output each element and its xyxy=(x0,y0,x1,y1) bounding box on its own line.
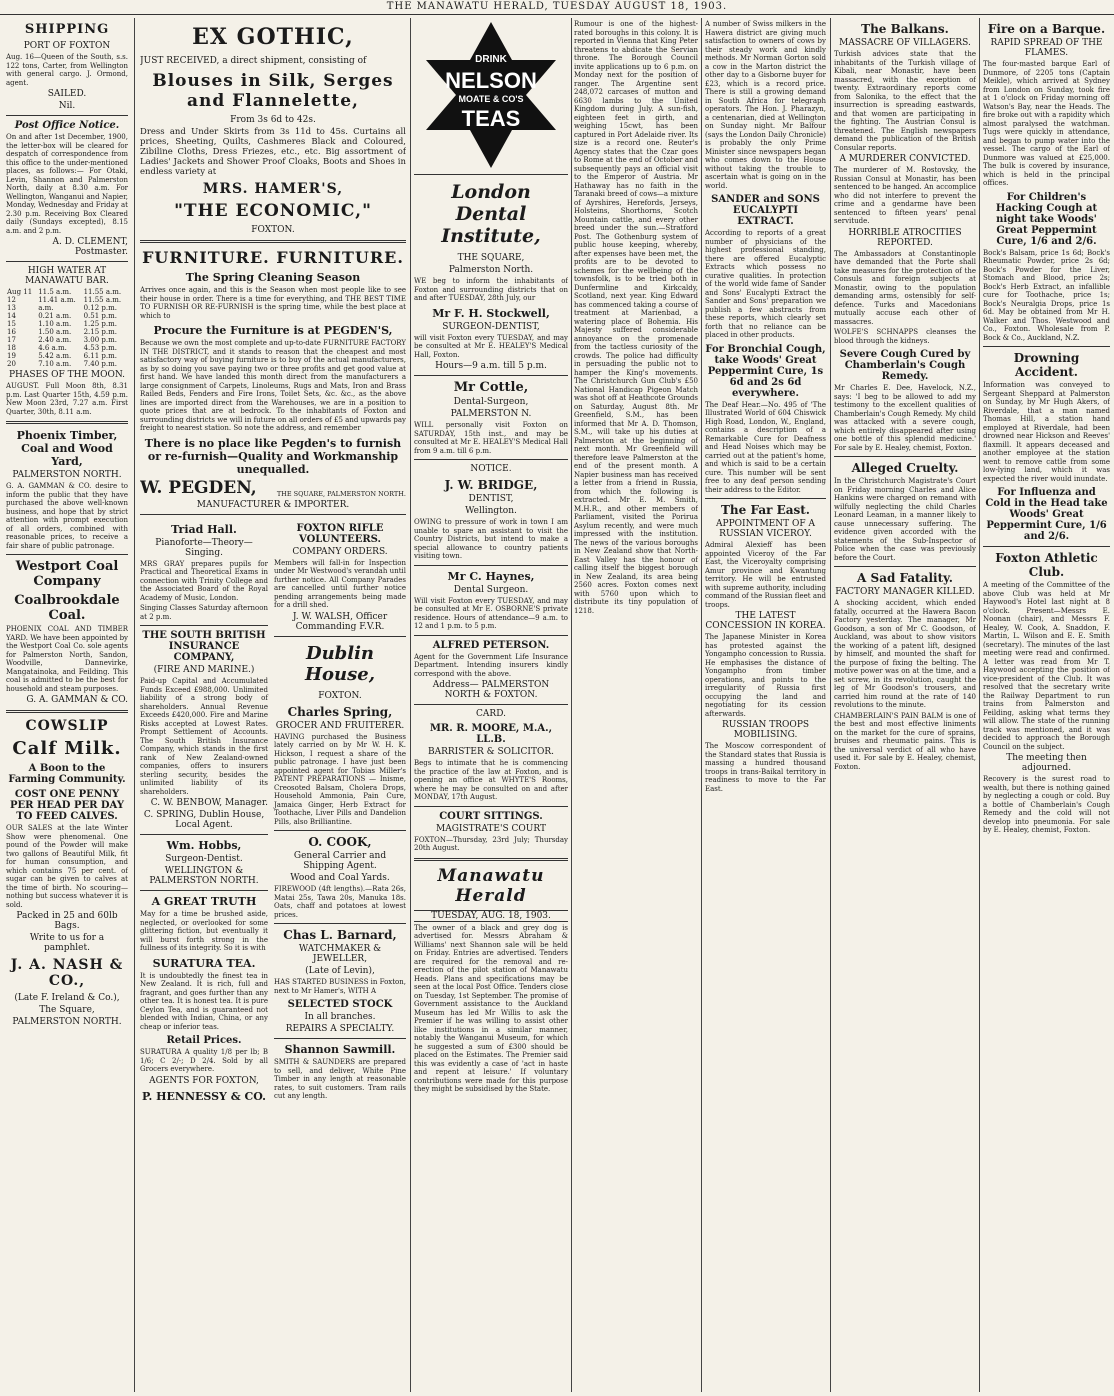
cottle-role: Dental-Surgeon, xyxy=(453,397,529,407)
haynes-role: Dental Surgeon. xyxy=(453,584,529,595)
postmaster-signature: A. D. CLEMENT, Postmaster. xyxy=(52,237,128,257)
divider xyxy=(414,174,568,175)
cowslip-title: COWSLIP xyxy=(25,718,109,734)
herald-nameplate: Manawatu Herald xyxy=(437,865,545,906)
sander-text: According to reports of a great number of physicians of the highest professional standing, there are offered Eucalyptic Extracts which possess no curative qualities. In protection of the world wide fame of Sander and Sons' Eucalypti Extract the Sander and Sons' preparation we publish a few abstracts from these reports, which clearly set forth that no reliance can be placed in other products. xyxy=(705,229,826,339)
fire-text: The four-masted barque Earl of Dunmore, of 2205 tons (Captain Meikle), which arrived at Sydney from London on Sunday, took fire at 1 o'clock on Friday morning off Watson's Bay, near the Heads. The fire broke out with a rapidity which almost paralysed the watchman. Tugs were quickly in attendance, and began to pump water into the vessel. The cargo of the Earl of Dunmore was valued at £25,000. The bulk is covered by insurance, which is held in the principal offices. xyxy=(983,60,1110,187)
severe-heading: Severe Cough Cured by Chamberlain's Cough Remedy. xyxy=(839,349,971,382)
adjourned-text: The meeting then adjourned. xyxy=(1006,753,1087,773)
tide-cell: Aug 11 xyxy=(7,288,33,296)
tide-cell: 17 xyxy=(7,336,16,344)
hobbs-place: WELLINGTON & PALMERSTON NORTH. xyxy=(149,866,259,886)
shannon-title: Shannon Sawmill. xyxy=(284,1043,396,1056)
tide-row xyxy=(6,312,128,320)
barnard-late: (Late of Levin), xyxy=(305,966,375,976)
divider xyxy=(414,375,568,376)
tide-cell: 5.42 a.m. xyxy=(38,352,72,360)
sailed-heading: SAILED. xyxy=(47,89,87,99)
stockwell-role: SURGEON-DENTIST, xyxy=(442,321,540,332)
spring-text: Arrives once again, and this is the Season when most people like to see their house in order. There is a time for everything, and THE BEST TIME TO FURNISH OR RE-FURNISH is the spring time, while the best place at which to xyxy=(140,286,406,320)
atrocities-text: The Ambassadors at Constantinople have demanded that the Porte shall take measures for the protection of the Consuls and foreign subjects at Monastir, owing to the population demanding arms, ostensibly for self-defence. Turks and Macedonians mutually accuse each other of massacres. xyxy=(834,249,976,326)
bridge-place: Wellington. xyxy=(465,506,517,516)
column-6 xyxy=(834,18,976,1392)
moate-label: MOATE & CO'S xyxy=(458,94,524,104)
ads-left xyxy=(140,519,268,1105)
nash-late: (Late F. Ireland & Co.), xyxy=(14,993,120,1003)
bridge-title: J. W. BRIDGE, xyxy=(444,478,538,492)
rapid-heading: RAPID SPREAD OF THE FLAMES. xyxy=(990,38,1103,58)
divider xyxy=(274,923,406,924)
retail-text: SURATURA A quality 1/8 per lb; B 1/6; C 2/-; D 2/4. Sold by all Grocers everywhere. xyxy=(140,1048,268,1073)
divider xyxy=(140,625,268,626)
moon-title: PHASES OF THE MOON. xyxy=(8,370,126,380)
tide-cell: 11.55 a.m. xyxy=(83,296,122,304)
court-title: COURT SITTINGS. xyxy=(439,810,543,822)
hennessy-title: P. HENNESSY & CO. xyxy=(142,1089,266,1103)
divider xyxy=(414,704,568,705)
tide-row xyxy=(6,328,128,336)
boon-heading: A Boon to the Farming Community. xyxy=(8,763,126,785)
london-place: Palmerston North. xyxy=(448,265,534,275)
moore-title: MR. R. MOORE, M.A., LL.B. xyxy=(429,723,553,745)
tide-row xyxy=(6,336,128,344)
fire-title: Fire on a Barque. xyxy=(987,22,1106,36)
divider xyxy=(140,834,268,835)
tide-cell: 1.10 a.m. xyxy=(38,320,72,328)
tide-cell: 4.53 p.m. xyxy=(83,344,117,352)
moore-role: BARRISTER & SOLICITOR. xyxy=(427,747,554,757)
gamman-signature: G. A. GAMMAN & CO. xyxy=(26,695,128,705)
barnard-text: HAS STARTED BUSINESS in Foxton, next to Mr Hamer's, WITH A xyxy=(274,978,406,995)
south-british-text: Paid-up Capital and Accumulated Funds Exceed £988,000. Unlimited liability of a strong body of shareholders. Annual Revenue Exceeds £420,000. Fire and Marine Risks accepted at Lowest Rates. Prompt Settlement of Accounts. The South British Insurance Company, which stands in the first rank of New Zealand-owned companies, offers to insurers sterling security, besides the unlimited liability of its shareholders. xyxy=(140,677,268,796)
tide-cell: 0.21 a.m. xyxy=(38,312,72,320)
hours-text: Hours—9 a.m. till 5 p.m. xyxy=(435,361,547,371)
hamer-title: MRS. HAMER'S, xyxy=(202,181,344,197)
tide-row xyxy=(6,320,128,328)
column-rule xyxy=(410,18,411,1392)
coalbrookdale-title: Coalbrookdale Coal. xyxy=(14,593,120,623)
far-east-title: The Far East. xyxy=(720,503,810,517)
murderer-heading: A MURDERER CONVICTED. xyxy=(839,154,971,164)
column-2 xyxy=(140,18,406,1392)
ads-split xyxy=(140,519,406,1105)
rifle-text: Members will fall-in for Inspection under Mr Westwood's verandah until further notice. All Company Parades are cancelled until further notice pending arrangements being made for a drill shed. xyxy=(274,558,406,609)
divider xyxy=(6,421,128,424)
cough-note: Recovery is the surest road to wealth, but there is nothing gained by neglecting a cough or cold. Buy a bottle of Chamberlain's Cough Remedy and the cold will not develop into pneumonia. For sale by E. Healey, chemist, Foxton. xyxy=(983,775,1110,834)
benbow-signature: C. W. BENBOW, Manager. xyxy=(150,798,268,808)
retail-title: Retail Prices. xyxy=(166,1035,242,1046)
cottle-title: Mr Cottle, xyxy=(453,380,529,395)
drowning-title: Drowning Accident. xyxy=(1013,351,1080,379)
tide-cell: 7.10 a.m. xyxy=(38,360,72,368)
news-paragraphs: Rumour is one of the highest-rated boroughs in this colony. It is reported in Vienna that King Peter threatens to abdicate the Servian throne. The Borough Council invite applications up to 6 p.m. on Monday next for the position of ranger. The Argentine sent 248,072 carcases of mutton and 6630 lambs to the United Kingdom during July. A sun-fish, eighteen feet in girth, and weighing 15cwt, has been captured in Port Adelaide river. Its size is a record one. Reuter's Agency states that the Czar goes to Rome at the end of October and subsequently pays an official visit to the Emperor of Austria. Mr Hathaway has no faith in the Taranaki breed of cows—a mixture of Ayrshires, Herefords, Jerseys, Holsteins, Shorthorns, Scotch Mountain cattle, and every other breed under the sun.—Stratford Post. The Gothenburg system of public house keeping, whereby, after expenses have been met, the profits are to be devoted to schemes for the wellbeing of the townsfolk, is to be tried both in Dunfermline and Kirkcaldy, Scotland, next year. King Edward has commenced taking a course of treatment at Marienbad, a watering place of Bohemia. His Majesty suffered considerable annoyance on the promenade from the tactless curiosity of the crowds. The police had difficulty in persuading the public not to hamper the King's movements. The Christchurch Gun Club's £50 National Handicap Pigeon Match was shot off at Heathcote Grounds on Saturday, August 8th. Mr Greenfield, S.M., has been informed that Mr A. D. Thomson, S.M., will take up his duties at Palmerston at the beginning of next month. Mr Greenfield will therefore leave Palmerston at the end of the present month. A Napier business man has received a letter from a friend in Russia, from which the following is extracted. Mr E. M. Smith, M.H.R., and other members of Parliament, visited the Porirua Asylum recently, and were much impressed with the institution. The news of the various boroughs in New Zealand show that North-East Valley has the honour of calling itself the biggest borough in New Zealand, its area being 2560 acres. Foxton comes next with 5760 upon which to distribute its tiny population of 1218. xyxy=(574,20,698,615)
cruelty-title: Alleged Cruelty. xyxy=(851,461,959,475)
divider xyxy=(274,1038,406,1039)
branches-text: In all branches. xyxy=(304,1012,376,1022)
herald-date: TUESDAY, AUG. 18, 1903. xyxy=(414,910,568,922)
nash-title: J. A. NASH & CO., xyxy=(10,957,124,989)
tide-cell: 13 xyxy=(7,304,16,312)
pegden-address: THE SQUARE, PALMERSTON NORTH. xyxy=(276,489,406,498)
tide-cell: 2.15 p.m. xyxy=(83,328,117,336)
wolfe-text: WOLFE'S SCHNAPPS cleanses the blood through the kidneys. xyxy=(834,328,976,345)
pegden-title: W. PEGDEN, xyxy=(140,477,257,498)
sander-title: SANDER and SONS EUCALYPTI EXTRACT. xyxy=(711,194,820,227)
tide-cell: 11.5 a.m. xyxy=(38,288,72,296)
drowning-text: Information was conveyed to Sergeant Sheppard at Palmerston on Sunday, by Mr Hugh Akers, of Riverdale, that a man named Thomas Hill, a station hand employed at Riverdale, had been drowned near Hickson and Reeves' flaxmill. It appears deceased and another employee at the station went to remove cattle from some low-lying land, which it was expected the river would inundate. xyxy=(983,381,1110,483)
column-rule xyxy=(134,18,135,1392)
sales-text: OUR SALES at the late Winter Show were phenomenal. One pound of the Powder will make two gallons of Beautiful Milk, fit for human consumption, and which contains 75 per cent. of sugar can be given to calves at the time of birth. No scouring—nothing but success whatever it is sold. xyxy=(6,824,128,909)
hobbs-title: Wm. Hobbs, xyxy=(166,839,242,852)
court-subtitle: MAGISTRATE'S COURT xyxy=(436,823,546,834)
spring-agent: C. SPRING, Dublin House, Local Agent. xyxy=(143,810,265,830)
divider xyxy=(414,565,568,566)
tide-row xyxy=(6,352,128,360)
westport-title: Westport Coal Company xyxy=(15,559,119,589)
influenza-heading: For Influenza and Cold in the Head take Woods' Great Peppermint Cure, 1/6 and 2/6. xyxy=(985,487,1108,542)
tide-cell: 12 xyxy=(7,296,16,304)
wood-coal: Wood and Coal Yards. xyxy=(290,873,390,883)
cottle-place: PALMERSTON N. xyxy=(450,409,532,419)
barnard-role: WATCHMAKER & JEWELLER, xyxy=(298,944,382,964)
tide-cell: 3.00 p.m. xyxy=(83,336,117,344)
divider xyxy=(6,710,128,713)
singing-text: Singing Classes Saturday afternoon at 2 p.m. xyxy=(140,604,268,621)
haynes-title: Mr C. Haynes, xyxy=(447,569,535,583)
repairs-text: REPAIRS A SPECIALTY. xyxy=(285,1024,395,1034)
divider xyxy=(414,635,568,636)
london-dental-title: London Dental Institute, xyxy=(441,181,541,247)
korea-text: The Japanese Minister in Korea has protested against the Yongampho concession to Russia. He emphasises the distance of Yongampho from timber operations, and points to the irregularity of Russia first occupying the land and negotiating for its cession afterwards. xyxy=(705,633,826,718)
severe-text: Mr Charles E. Dee, Havelock, N.Z., says: 'I beg to be allowed to add my testimony to the excellent qualities of Chamberlain's Cough Remedy. My child was attacked with a severe cough, which entirely disappeared after using one bottle of this splendid medicine.' For sale by E. Healey, chemist, Foxton. xyxy=(834,384,976,452)
troops-text: The Moscow correspondent of the Standard states that Russia is massing a hundred thousand troops in trans-Baikal territory in readiness to move to the Far East. xyxy=(705,742,826,793)
pegden-row xyxy=(140,478,406,498)
tide-cell: 20 xyxy=(7,360,16,368)
tide-cell: 11.41 a.m. xyxy=(38,296,76,304)
divider xyxy=(983,346,1110,347)
divider xyxy=(274,636,406,637)
peterson-title: ALFRED PETERSON. xyxy=(432,639,550,651)
pamphlet-text: Write to us for a pamphlet. xyxy=(29,933,105,953)
divider xyxy=(705,498,826,499)
notice-heading: NOTICE. xyxy=(470,464,512,474)
column-rule xyxy=(571,18,572,1392)
court-text: FOXTON—Thursday, 23rd July; Thursday 20th August. xyxy=(414,835,568,852)
divider xyxy=(414,459,568,460)
balkans-text: Turkish advices state that the inhabitants of the Turkish village of Kibali, near Monastir, have been massacred, with the exception of twenty. Extraordinary reports come from Salonika, to the effect that the insurrection is spreading eastwards, and that women are participating in the fighting. The Austrian Consul is threatened. The English newspapers demand the publication of the British Consular reports. xyxy=(834,50,976,152)
peterson-address: Address— PALMERSTON NORTH & FOXTON. xyxy=(432,680,550,700)
moon-text: AUGUST. Full Moon 8th, 8.31 p.m. Last Quarter 15th, 4.59 p.m. New Moon 23rd, 7.27 a.m. First Quarter, 30th, 8.11 a.m. xyxy=(6,382,128,416)
charles-text: HAVING purchased the Business lately carried on by Mr W. H. K. Hickson, I request a share of the public patronage. I have just been appointed agent for Tobias Miller's PATENT PREPARATIONS — Inisme, Creosoted Balsam, Cholera Drops, Household Ammonia, Pain Cure, Jamaica Ginger, Herb Extract for Toothache, Liver Pills and Dandelion Pills, also Brilliantine. xyxy=(274,732,406,826)
post-office-text: On and after 1st December, 1900, the letter-box will be cleared for despatch of correspondence from this office to the under-mentioned places, as follows:— For Otaki, Levin, Shannon and Palmerston North, daily at 8.30 a.m. For Wellington, Wanganui and Napier, Monday, Wednesday and Friday at 2.30 p.m. Receiving Box Cleared daily (Sundays excepted), 8.15 a.m. and 2 p.m. xyxy=(6,133,128,235)
column-4 xyxy=(574,18,698,1392)
tide-title: HIGH WATER AT MANAWATU BAR. xyxy=(25,266,109,286)
masthead: THE MANAWATU HERALD, TUESDAY AUGUST 18, 1903. xyxy=(0,0,1114,15)
cottle-text: WILL personally visit Foxton on SATURDAY, 15th inst., and may be consulted at Mr E. HEALEY'S Medical Hall from 9 a.m. till 6 p.m. xyxy=(414,421,568,455)
procure-heading: Procure the Furniture is at PEGDEN'S, xyxy=(153,324,393,337)
divider xyxy=(834,566,976,567)
tide-cell: 16 xyxy=(7,328,16,336)
triad-subtitle: Pianoforte—Theory—Singing. xyxy=(155,537,253,558)
column-rule xyxy=(830,18,831,1392)
viceroy-text: Admiral Alexieff has been appointed Viceroy of the Far East, the Viceroyalty comprising Amur province and Kwantung territory. He will be entrusted with supreme authority, including command of the Russian fleet and troops. xyxy=(705,541,826,609)
nelson-label: NELSON xyxy=(445,68,537,93)
shipping-text: Aug. 16—Queen of the South, s.s. 122 tons, Carter, from Wellington with general cargo. J. Ormond, agent. xyxy=(6,53,128,87)
port-heading: PORT OF FOXTON xyxy=(23,41,111,51)
chamberlain-text: CHAMBERLAIN'S PAIN BALM is one of the best and most effective liniments on the market for the cure of sprains, bruises and rheumatic pains. This is the universal verdict of all who have used it. For sale by E. Healey, chemist, Foxton. xyxy=(834,711,976,771)
tide-cell: 0.12 p.m. xyxy=(83,304,117,312)
no-place-heading: There is no place like Pegden's to furnish or re-furnish—Quality and Workmanship unequalled. xyxy=(144,436,402,476)
column-3 xyxy=(414,18,568,1392)
blouses-heading: Blouses in Silk, Serges and Flannelette, xyxy=(152,71,394,111)
divider xyxy=(983,546,1110,547)
tide-cell: 4.6 a.m. xyxy=(38,344,67,352)
tide-cell: 14 xyxy=(7,312,16,320)
divider xyxy=(414,858,568,861)
drink-label: DRINK xyxy=(475,54,507,65)
phoenix-title: Phoenix Timber, Coal and Wood Yard, xyxy=(16,429,118,468)
cost-heading: COST ONE PENNY PER HEAD PER DAY TO FEED CALVES. xyxy=(10,789,124,822)
tide-table xyxy=(6,288,128,368)
hacking-heading: For Children's Hacking Cough at night take Woods' Great Peppermint Cure, 1/6 and 2/6. xyxy=(995,191,1098,247)
phoenix-place: PALMERSTON NORTH. xyxy=(12,470,122,480)
tide-row xyxy=(6,360,128,368)
divider xyxy=(140,514,406,515)
cook-title: O. COOK, xyxy=(308,835,372,849)
balkans-title: The Balkans. xyxy=(861,22,949,36)
barnard-title: Chas L. Barnard, xyxy=(283,928,397,942)
tide-row xyxy=(6,344,128,352)
furniture-title: FURNITURE. FURNITURE. xyxy=(142,248,404,267)
triad-text: MRS GRAY prepares pupils for Practical and Theoretical Exams in connection with Trinity College and the Associated Board of the Royal Academy of Music, London. xyxy=(140,559,268,602)
shipping-title: SHIPPING xyxy=(24,22,110,37)
massacre-heading: MASSACRE OF VILLAGERS. xyxy=(839,38,971,48)
column-5 xyxy=(705,18,826,1392)
korea-heading: THE LATEST CONCESSION IN KOREA. xyxy=(705,611,826,631)
company-orders: COMPANY ORDERS. xyxy=(292,546,388,557)
card-heading: CARD. xyxy=(476,709,506,719)
ex-gothic-title: EX GOTHIC, xyxy=(192,24,354,50)
nelson-teas-logo xyxy=(416,20,566,170)
dress-text: Dress and Under Skirts from 3s 11d to 45s. Curtains all prices, Sheeting, Quilts, Cashmeres Black and Coloured, Zibiline Cloths, Dress Friezes, etc., etc. Big assortment of Ladies' Jackets and Shower Proof Cloaks, Boots and Shoes in endless variety at xyxy=(140,127,406,177)
bridge-role: DENTIST, xyxy=(468,494,514,504)
tide-cell: 6.11 p.m. xyxy=(83,352,117,360)
tide-cell: 1.50 a.m. xyxy=(38,328,72,336)
cook-role: General Carrier and Shipping Agent. xyxy=(293,851,387,871)
packed-text: Packed in 25 and 60lb Bags. xyxy=(16,911,118,931)
stockwell-title: Mr F. H. Stockwell, xyxy=(432,306,550,320)
tide-row xyxy=(6,296,128,304)
tide-row xyxy=(6,304,128,312)
economic-title: "THE ECONOMIC," xyxy=(174,201,372,221)
troops-heading: RUSSIAN TROOPS MOBILISING. xyxy=(721,720,810,740)
tide-cell: 1.25 p.m. xyxy=(83,320,117,328)
tide-cell: 11.55 a.m. xyxy=(83,288,122,296)
divider xyxy=(834,456,976,457)
cook-text: FIREWOOD (4ft lengths).—Rata 26s, Matai 25s, Tawa 20s, Manuka 18s. Oats, chaff and potatoes at lowest prices. xyxy=(274,885,406,919)
charles-title: Charles Spring, xyxy=(287,704,393,719)
tide-cell: 18 xyxy=(7,344,16,352)
news-paragraphs: A number of Swiss milkers in the Hawera district are giving much satisfaction to owners of cows by their steady work and kindly methods. Mr Norman Gorton sold a cow in the Marton district the other day to a Gisborne buyer for £23, which is a record price. There is still a growing demand in South Africa for telegraph operators. The Hon. J. Pharazyn, a centenarian, died at Wellington on Sunday night. Mr Balfour (says the London Daily Chronicle) is probably the only Prime Minister since newspapers began who comes down to the House without taking the trouble to ascertain what is going on in the world. xyxy=(705,20,826,190)
woods-text: The Deaf Hear.—No. 495 of 'The Illustrated World of 604 Chiswick High Road, London, W., England, contains a description of a Remarkable Cure for Deafness and Head Noises which may be carried out at the patient's home, and which is said to be a certain cure. This number will be sent free to any deaf person sending their address to the Editor. xyxy=(705,400,826,494)
agents-heading: AGENTS FOR FOXTON, xyxy=(149,1075,259,1086)
london-text: WE beg to inform the inhabitants of Foxton and surrounding districts that on and after TUESDAY, 28th July, our xyxy=(414,277,568,302)
walsh-signature: J. W. WALSH, Officer Commanding F.V.R. xyxy=(292,611,388,632)
tide-cell: 2.40 a.m. xyxy=(38,336,72,344)
murderer-text: The murderer of M. Rostovsky, the Russian Consul at Monastir, has been sentenced to be hanged. An accomplice who did not interfere to prevent the crime and a gendarme have been sentenced to fifteen years' penal servitude. xyxy=(834,166,976,225)
suratura-title: SURATURA TEA. xyxy=(152,956,256,970)
fire-marine: (FIRE AND MARINE.) xyxy=(153,665,255,675)
haynes-text: Will visit Foxton every TUESDAY, and may be consulted at Mr E. OSBORNE'S private residence. Hours of attendance—9 a.m. to 12 and 1 p.m. to 5 p.m. xyxy=(414,596,568,630)
shannon-text: SMITH & SAUNDERS are prepared to sell, and deliver, White Pine Timber in any length at reasonable rates, to suit customers. Tram rails cut any length. xyxy=(274,1058,406,1100)
divider xyxy=(6,554,128,555)
cruelty-text: In the Christchurch Magistrate's Court on Friday morning Charles and Alice Hankins were charged on remand with wilfully neglecting the child Charles Leonard Leaman, in a manner likely to cause unnecessary suffering. The evidence given accorded with the statements of the Sub-Inspector of Police when the case was previously before the Court. xyxy=(834,477,976,562)
divider xyxy=(140,890,268,891)
suratura-text: It is undoubtedly the finest tea in New Zealand. It is rich, full and fragrant, and goes further than any other tea. It is honest tea. It is pure Ceylon Tea, and is guaranteed not blended with Indian, China, or any cheap or inferior teas. xyxy=(140,971,268,1031)
procure-text: Because we own the most complete and up-to-date FURNITURE FACTORY IN THE DISTRICT, and it stands to reason that the cheapest and most satisfactory way of buying furniture is to buy of the actual manufacturers, as by so doing you save paying two or three profits and get good value at first hand. We have landed this month direct from the manufacturers a large consignment of Carpets, Linoleums, Rugs and Mats, Iron and Brass Railed Beds, Fenders and Fire Irons, Toilet Sets, &c. &c., as the above lines are imported direct from the Warehouses, we are in a position to quote prices that are at bedrock. To the inhabitants of Foxton and surrounding districts we will in future on all orders of £5 and upwards pay freight to nearest station. So note the address, and remember xyxy=(140,339,406,432)
great-truth-title: A GREAT TRUTH xyxy=(151,895,257,908)
blouses-price: From 3s 6d to 42s. xyxy=(230,115,316,125)
hacking-text: Bock's Balsam, price 1s 6d; Bock's Rheumatic Powder, price 2s 6d; Bock's Powder for the Liver, Stomach and Blood, price 2s; Bock's Herb Extract, an infallible cure for Toothache, price 1s; Bock's Neuralgia Drops, price 1s 6d. May be obtained from Mr H. Walker and Thos. Westwood and Co., Foxton. Wholesale from P. Bock & Co., Auckland, N.Z. xyxy=(983,248,1110,342)
teas-label: TEAS xyxy=(461,106,521,131)
sad-title: A Sad Fatality. xyxy=(857,571,953,585)
divider xyxy=(414,806,568,807)
triad-title: Triad Hall. xyxy=(171,522,237,536)
tide-cell: 0.51 p.m. xyxy=(83,312,117,320)
athletic-text: A meeting of the Committee of the above Club was held at Mr Haywood's Hotel last night at 8 o'clock. Present—Messrs E. Noonan (chair), and Messrs F. Healey, W. Cook, A. Snaddon, F. Martin, L. Wilson and E. E. Smith (secretary). The minutes of the last meeting were read and confirmed. A letter was read from Mr T. Haywood accepting the position of vice-president of the Club. It was resolved that the secretary write the Railway Department to run trains from Palmerston and Feilding, asking what terms they will allow. The state of the running track was mentioned, and it was decided to approach the Borough Council on the subject. xyxy=(983,581,1110,751)
phoenix-text: G. A. GAMMAN & CO. desire to inform the public that they have purchased the above well-known business, and hope that by strict attention with prompt execution of all orders, combined with reasonable prices, to receive a fair share of public patronage. xyxy=(6,482,128,550)
dublin-place: FOXTON. xyxy=(318,690,362,701)
great-truth-text: May for a time be brushed aside, neglected, or overlooked for some glittering fiction, but eventually it will burst forth strong in the fullness of its integrity. So it is with xyxy=(140,910,268,952)
moore-text: Begs to intimate that he is commencing the practice of the law at Foxton, and is opening an office at WHYTE'S Rooms, where he may be consulted on and after MONDAY, 17th August. xyxy=(414,759,568,801)
woods-heading: For Bronchial Cough, take Woods' Great Peppermint Cure, 1s 6d and 2s 6d everywhere. xyxy=(705,343,826,399)
peterson-text: Agent for the Government Life Insurance Department. Intending insurers kindly correspond with the above. xyxy=(414,652,568,678)
viceroy-heading: APPOINTMENT OF A RUSSIAN VICEROY. xyxy=(716,519,815,539)
selected-stock: SELECTED STOCK xyxy=(287,999,393,1010)
tide-cell: 15 xyxy=(7,320,16,328)
pegden-role: MANUFACTURER & IMPORTER. xyxy=(196,499,350,510)
sad-text: A shocking accident, which ended fatally, occurred at the Hawera Bacon Factory yesterday. The manager, Mr Goodson, a son of Mr C. Goodson, of Auckland, was about to show visitors the working of a patent lift, designed by himself, and mounted the shaft for the purpose of fixing the belting. The motive power was on at the time, and a set screw, in its revolution, caught the leg of Mr Goodson's trousers, and carried him round at the rate of 140 revolutions to the minute. xyxy=(834,599,976,709)
divider xyxy=(6,115,128,116)
dublin-title: Dublin House, xyxy=(305,642,375,685)
tide-cell: 7.40 p.m. xyxy=(83,360,117,368)
london-square: THE SQUARE, xyxy=(457,253,525,263)
tide-cell: a.m. xyxy=(38,304,54,312)
nash-place: PALMERSTON NORTH. xyxy=(12,1017,122,1027)
grocer-role: GROCER AND FRUITERER. xyxy=(275,720,405,731)
divider xyxy=(6,261,128,262)
column-7 xyxy=(983,18,1110,1392)
spring-heading: The Spring Cleaning Season xyxy=(185,271,361,284)
calf-milk-title: Calf Milk. xyxy=(12,738,122,759)
nash-square: The Square, xyxy=(39,1005,95,1015)
post-office-title: Post Office Notice. xyxy=(14,120,120,131)
divider xyxy=(140,240,406,243)
atrocities-heading: HORRIBLE ATROCITIES REPORTED. xyxy=(848,227,962,248)
stockwell-text: will visit Foxton every TUESDAY, and may be consulted at Mr E. HEALEY'S Medical Hall, Foxton. xyxy=(414,333,568,359)
divider xyxy=(274,830,406,831)
economic-place: FOXTON. xyxy=(251,225,295,235)
column-rule xyxy=(979,18,980,1392)
ads-right xyxy=(274,519,406,1105)
tide-row xyxy=(6,288,128,296)
column-1 xyxy=(6,18,128,1392)
ex-gothic-intro: JUST RECEIVED, a direct shipment, consisting of xyxy=(140,56,367,66)
tide-cell: 19 xyxy=(7,352,16,360)
factory-heading: FACTORY MANAGER KILLED. xyxy=(835,587,975,597)
herald-article: The owner of a black and grey dog is advertised for. Messrs Abraham & Williams' next Shannon sale will be held on Friday. Entries are advertised. Tenders are required for the removal and re-erection of the pilot station of Manawatu Heads. Plans and specifications may be seen at the local Post Office. Tenders close on Tuesday, 1st September. The promise of Government assistance to the Auckland Museum has led Mr Willis to ask the Premier if he was willing to assist other like institutions in a similar manner, notably the Wanganui Museum, for which he suggested a sum of £300 should be placed on the Estimates. The Premier said this was evidently a case of 'act in haste and repent at leisure.' If voluntary contributions were made for this purpose they might be subsidised by the State. xyxy=(414,923,568,1093)
athletic-title: Foxton Athletic Club. xyxy=(995,551,1098,579)
bridge-text: OWING to pressure of work in town I am unable to spare an assistant to visit the Country Districts, but intend to make a special allowance to country patients visiting town. xyxy=(414,518,568,560)
sailed-nil: Nil. xyxy=(58,101,76,111)
column-rule xyxy=(701,18,702,1392)
hobbs-role: Surgeon-Dentist. xyxy=(165,854,243,864)
rifle-title: FOXTON RIFLE VOLUNTEERS. xyxy=(296,522,384,545)
south-british-title: THE SOUTH BRITISH INSURANCE COMPANY, xyxy=(142,630,266,663)
westport-text: PHOENIX COAL AND TIMBER YARD. We have been appointed by the Westport Coal Co. sole agents for Palmerston North, Sandon, Woodville, Dannevirke, Mangatainoka, and Feilding. This coal is admitted to be the best for household and steam purposes. xyxy=(6,625,128,693)
